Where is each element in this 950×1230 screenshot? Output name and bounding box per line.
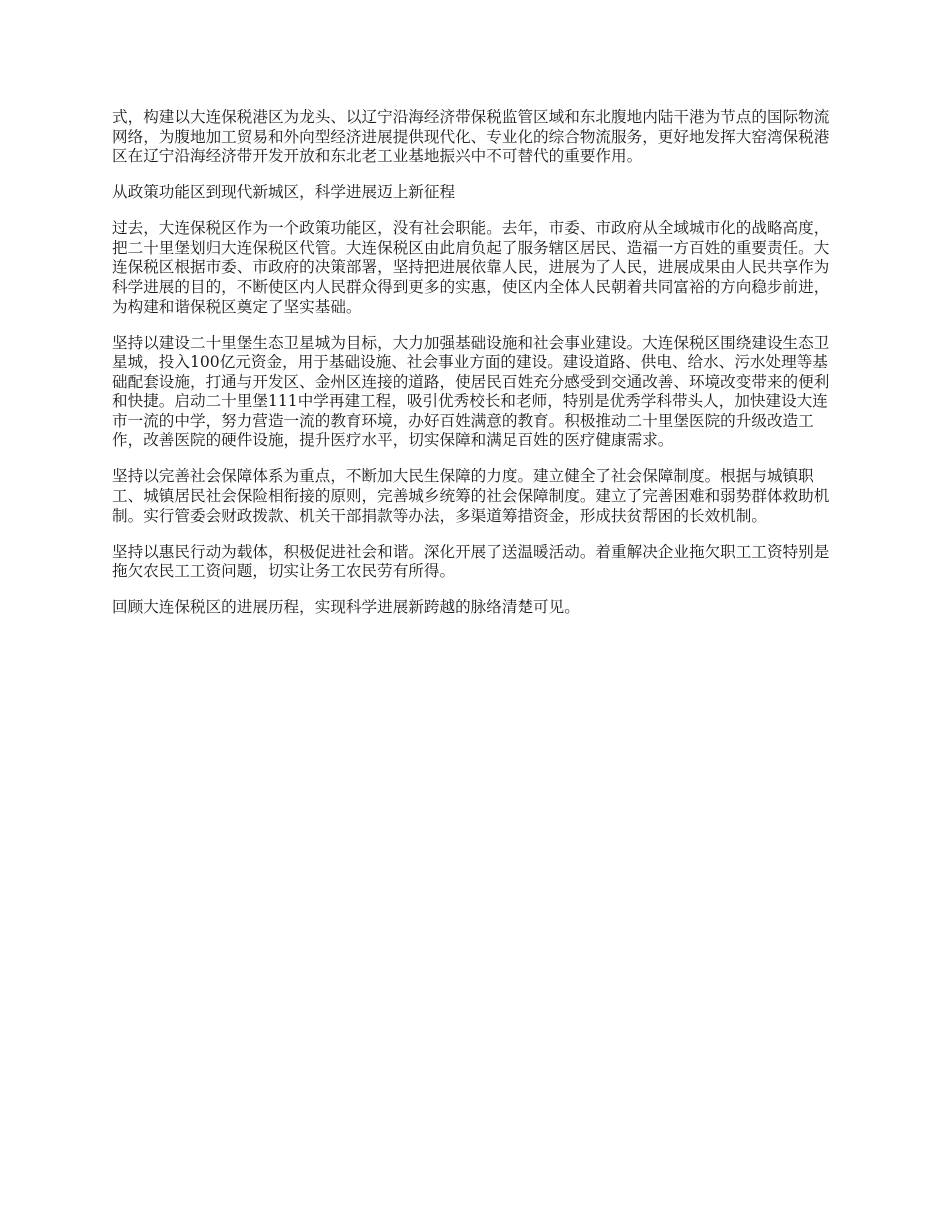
paragraph-social-harmony: 坚持以惠民行动为载体，积极促进社会和谐。深化开展了送温暖活动。着重解决企业拖欠职工工资特别是拖欠农民工工资问题，切实让务工农民劳有所得。	[112, 542, 830, 581]
paragraph-social-security: 坚持以完善社会保障体系为重点，不断加大民生保障的力度。建立健全了社会保障制度。根据与城镇职工、城镇居民社会保险相衔接的原则，完善城乡统筹的社会保障制度。建立了完善困难和弱势群体救助机制。实行管委会财政拨款、机关干部捐款等办法，多渠道筹措资金，形成扶贫帮困的长效机制。	[112, 467, 830, 525]
document-body	[112, 108, 840, 634]
paragraph-logistics-network: 式，构建以大连保税港区为龙头、以辽宁沿海经济带保税监管区域和东北腹地内陆干港为节点的国际物流网络，为腹地加工贸易和外向型经济进展提供现代化、专业化的综合物流服务，更好地发挥大窑湾保税港区在辽宁沿海经济带开发开放和东北老工业基地振兴中不可替代的重要作用。	[112, 108, 830, 166]
paragraph-satellite-city: 坚持以建设二十里堡生态卫星城为目标，大力加强基础设施和社会事业建设。大连保税区围绕建设生态卫星城，投入100亿元资金，用于基础设施、社会事业方面的建设。建设道路、供电、给水、污水处理等基础配套设施，打通与开发区、金州区连接的道路，使居民百姓充分感受到交通改善、环境改变带来的便利和快捷。启动二十里堡111中学再建工程，吸引优秀校长和老师，特别是优秀学科带头人，加快建设大连市一流的中学，努力营造一流的教育环境，办好百姓满意的教育。积极推动二十里堡医院的升级改造工作，改善医院的硬件设施，提升医疗水平，切实保障和满足百姓的医疗健康需求。	[112, 333, 830, 450]
paragraph-conclusion: 回顾大连保税区的进展历程，实现科学进展新跨越的脉络清楚可见。	[112, 598, 580, 617]
section-heading: 从政策功能区到现代新城区，科学进展迈上新征程	[112, 183, 456, 202]
paragraph-policy-zone: 过去，大连保税区作为一个政策功能区，没有社会职能。去年，市委、市政府从全域城市化的战略高度，把二十里堡划归大连保税区代管。大连保税区由此肩负起了服务辖区居民、造福一方百姓的重要责任。大连保税区根据市委、市政府的决策部署，坚持把进展依靠人民，进展为了人民，进展成果由人民共享作为科学进展的目的，不断使区内人民群众得到更多的实惠，使区内全体人民朝着共同富裕的方向稳步前进，为构建和谐保税区奠定了坚实基础。	[112, 219, 830, 316]
